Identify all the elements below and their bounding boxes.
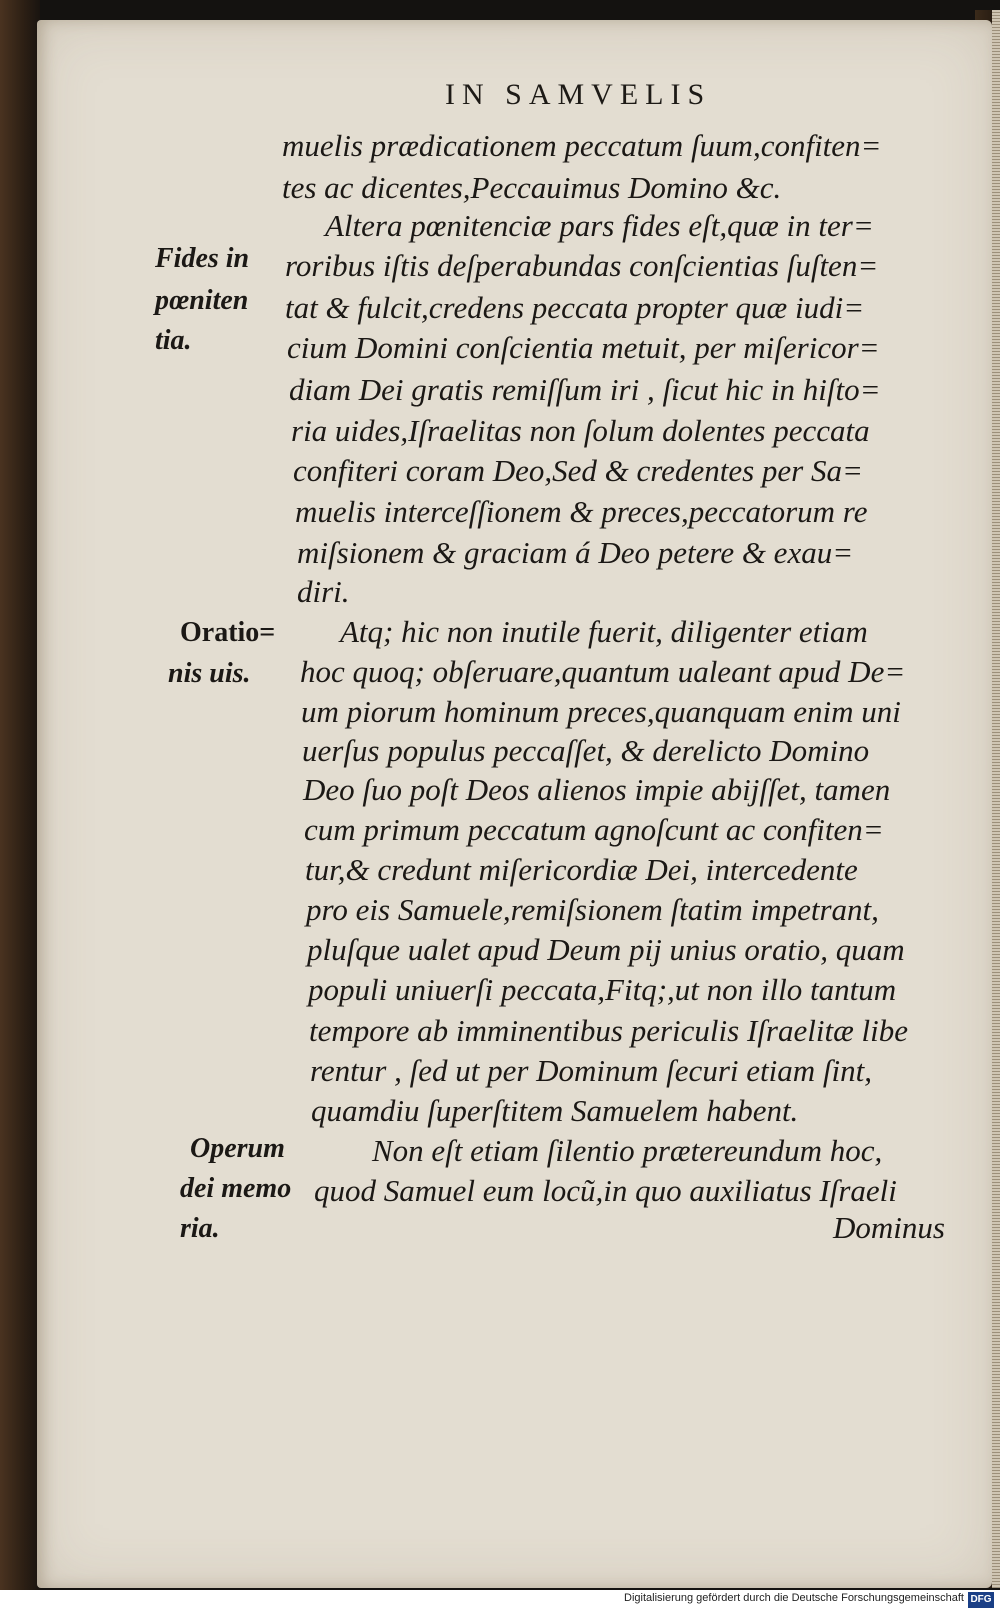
margin-note: tia.: [155, 325, 192, 356]
body-line: diri.: [297, 574, 350, 609]
margin-note: Oratio=: [180, 617, 276, 648]
body-line: Non eſt etiam ſilentio prætereundum hoc,: [372, 1133, 883, 1168]
body-line: cum primum peccatum agnoſcunt ac confiten=: [304, 812, 884, 847]
body-line: tes ac dicentes,Peccauimus Domino &c.: [282, 170, 782, 205]
body-line: um piorum hominum preces,quanquam enim uni: [301, 694, 901, 729]
body-line: populi uniuerſi peccata,Fitq;,ut non illo tantum: [308, 972, 897, 1007]
body-line: Atq; hic non inutile fuerit, diligenter etiam: [340, 614, 868, 649]
body-line: Deo ſuo poſt Deos alienos impie abijſſet, tamen: [303, 772, 891, 807]
body-line: uerſus populus peccaſſet, & derelicto Domino: [302, 733, 870, 768]
body-line: ria uides,Iſraelitas non ſolum dolentes peccata: [291, 413, 870, 448]
book-binding-edge: [0, 0, 40, 1590]
body-line: tat & fulcit,credens peccata propter quæ iudi=: [285, 290, 865, 325]
margin-note: Operum: [190, 1133, 285, 1164]
page-stack-edge: [992, 10, 1000, 1588]
body-line: cium Domini conſcientia metuit, per miſericor=: [287, 330, 880, 365]
body-line: muelis interceſſionem & preces,peccatorum re: [295, 494, 868, 529]
margin-note: pœniten: [155, 285, 249, 316]
body-line: hoc quoq; obſeruare,quantum ualeant apud De=: [300, 654, 906, 689]
running-head: IN SAMVELIS: [445, 78, 712, 111]
body-line: miſsionem & graciam á Deo petere & exau=: [297, 535, 854, 570]
body-line: Altera pœnitenciæ pars fides eſt,quæ in ter=: [325, 208, 874, 243]
margin-note: nis uis.: [168, 658, 251, 689]
body-line: diam Dei gratis remiſſum iri , ſicut hic in hiſto=: [289, 372, 881, 407]
body-line: roribus iſtis deſperabundas conſcientias ſuſten=: [285, 248, 879, 283]
body-line: quamdiu ſuperſtitem Samuelem habent.: [311, 1093, 799, 1128]
digitization-credit: Digitalisierung gefördert durch die Deutsche Forschungsgemeinschaft: [624, 1592, 964, 1604]
dfg-logo: DFG: [968, 1592, 994, 1608]
margin-note: Fides in: [155, 243, 250, 274]
margin-note: dei memo: [180, 1173, 292, 1204]
body-line: pro eis Samuele,remiſsionem ſtatim impetrant,: [306, 892, 879, 927]
body-line: pluſque ualet apud Deum pij unius oratio, quam: [307, 932, 905, 967]
body-line: quod Samuel eum locũ,in quo auxiliatus Iſraeli: [314, 1173, 897, 1208]
body-line: rentur , ſed ut per Dominum ſecuri etiam ſint,: [310, 1053, 872, 1088]
body-line: tur,& credunt miſericordiæ Dei, intercedente: [305, 852, 858, 887]
margin-note: ria.: [180, 1213, 220, 1244]
catchword: Dominus: [833, 1210, 945, 1245]
body-line: confiteri coram Deo,Sed & credentes per Sa=: [293, 453, 863, 488]
body-line: muelis prædicationem peccatum ſuum,confiten=: [282, 128, 882, 163]
body-line: tempore ab imminentibus periculis Iſraelitæ libe: [309, 1013, 908, 1048]
